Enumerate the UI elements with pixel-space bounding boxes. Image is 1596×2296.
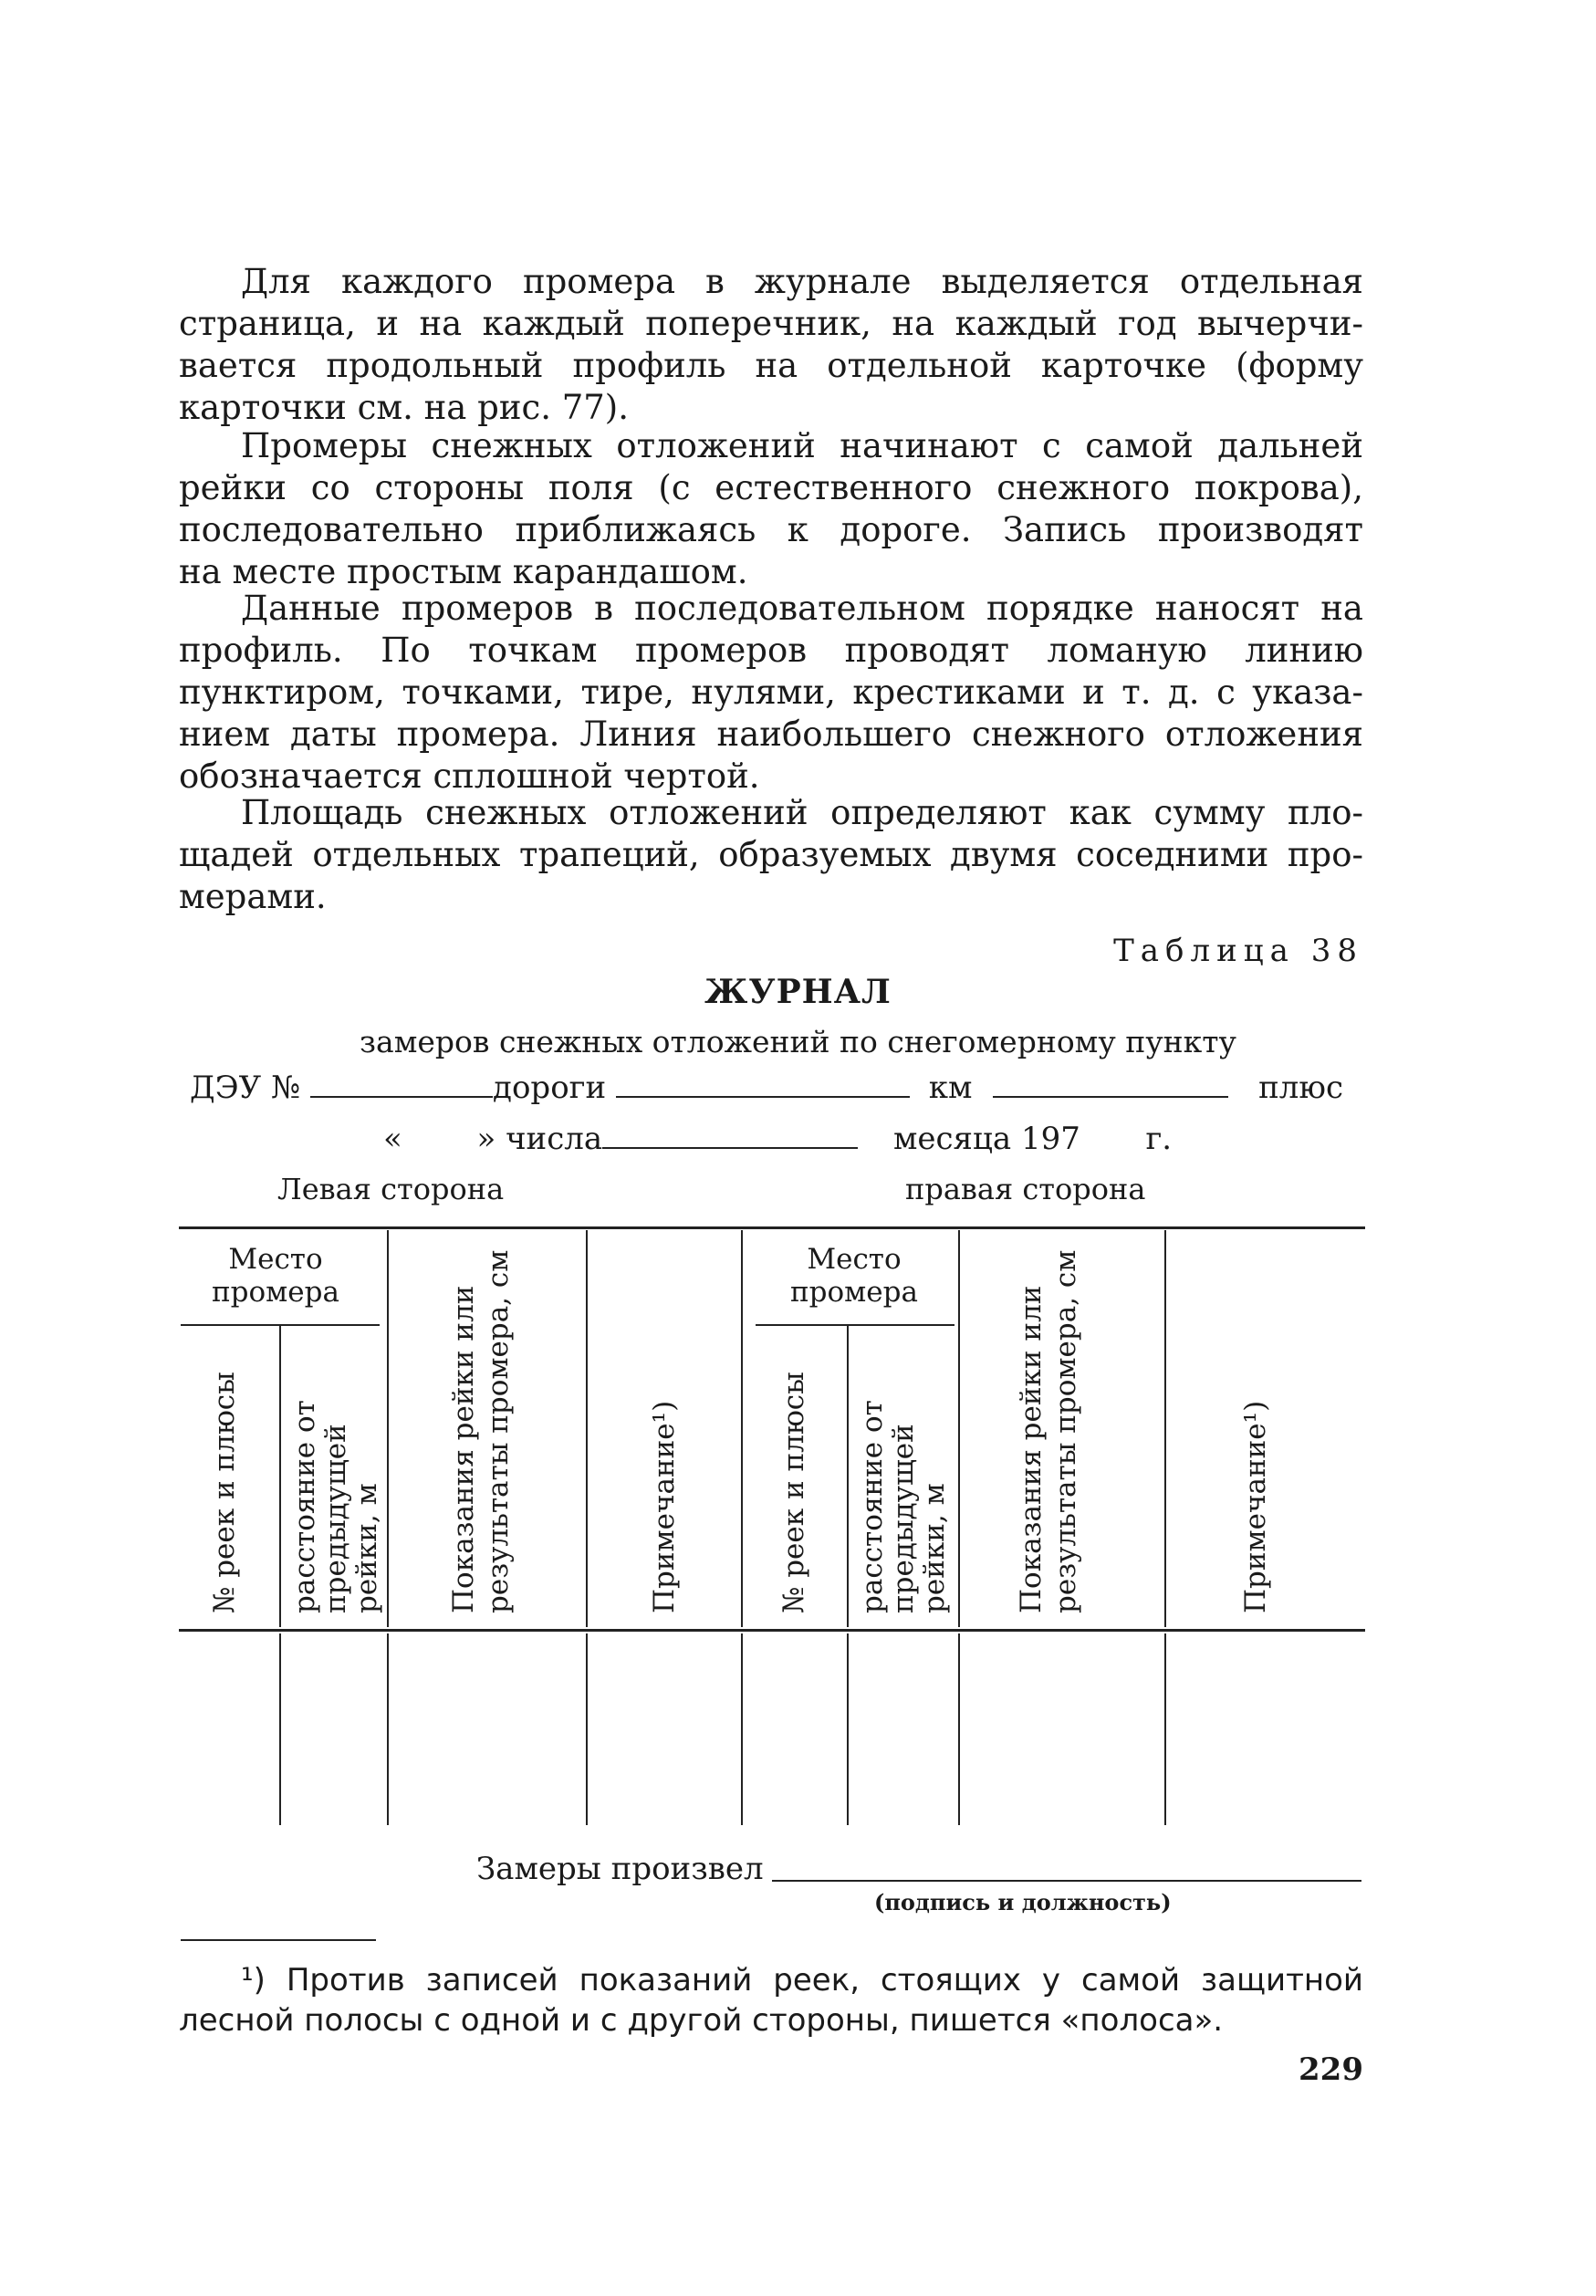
plus-label: плюс <box>1258 1070 1344 1106</box>
body-col-divider <box>847 1633 849 1825</box>
text-line: Данные промеров в последовательном порядке наносят на <box>241 589 1363 628</box>
body-col-divider <box>387 1633 389 1825</box>
left-col-readings-1: Показания рейки или <box>447 1285 480 1613</box>
journal-subtitle: замеров снежных отложений по снегомерному пункту <box>360 1024 1236 1059</box>
right-col-number: № реек и плюсы <box>777 1372 810 1613</box>
road-label: дороги <box>493 1070 607 1106</box>
day-number-field[interactable] <box>602 1122 858 1149</box>
journal-title: ЖУРНАЛ <box>704 973 892 1011</box>
paragraph-2 <box>179 425 1363 593</box>
col-divider <box>586 1230 588 1627</box>
year-field[interactable] <box>1090 1123 1136 1149</box>
page-number: 229 <box>1299 2051 1363 2088</box>
body-col-divider <box>741 1633 743 1825</box>
paragraph-4 <box>179 792 1363 918</box>
year-label: г. <box>1145 1121 1173 1157</box>
col-divider <box>279 1326 281 1627</box>
footnote <box>179 1960 1363 2040</box>
text-line: обозначается сплошной чертой. <box>179 757 760 796</box>
left-place-header: Место промера <box>212 1243 339 1309</box>
body-col-divider <box>1164 1633 1166 1825</box>
signature-label: Замеры произвел <box>476 1851 764 1887</box>
left-col-note: Примечание¹) <box>648 1400 681 1613</box>
footnote-rule <box>181 1939 376 1941</box>
day-field[interactable] <box>412 1123 467 1149</box>
col-divider <box>741 1230 743 1627</box>
body-col-divider <box>279 1633 281 1825</box>
signature-field[interactable] <box>772 1880 1361 1882</box>
day-label: числа <box>506 1121 603 1157</box>
text-line: карточки см. на рис. 77). <box>179 388 629 427</box>
left-col-distance-3: рейки, м <box>350 1483 383 1613</box>
col-divider <box>387 1230 389 1627</box>
col-divider <box>958 1230 960 1627</box>
right-col-readings-2: результаты промера, см <box>1049 1249 1082 1613</box>
text-line: последовательно приближаясь к дороге. Запись производят <box>179 510 1363 549</box>
paragraph-1 <box>179 261 1363 429</box>
text-line: пунктиром, точками, тире, нулями, крестиками и т. д. с указа- <box>179 673 1363 712</box>
place-header-rule-right <box>756 1324 954 1326</box>
text-line: Промеры снежных отложений начинают с самой дальней <box>241 426 1363 465</box>
text-line: страница, и на каждый поперечник, на каждый год вычерчи- <box>179 304 1363 343</box>
left-col-readings-2: результаты промера, см <box>482 1249 515 1613</box>
body-col-divider <box>958 1633 960 1825</box>
text-line: профиль. По точкам промеров проводят ломаную линию <box>179 631 1363 670</box>
month-label: месяца 197 <box>892 1121 1080 1157</box>
left-col-distance-2: предыдущей <box>319 1424 352 1613</box>
quote-close: » <box>476 1121 496 1157</box>
body-col-divider <box>586 1633 588 1825</box>
footnote-line: ¹) Против записей показаний реек, стоящих у самой защитной <box>241 1962 1363 1999</box>
text-line: щадей отдельных трапеций, образуемых двумя соседними про- <box>179 835 1363 874</box>
text-line: на месте простым карандашом. <box>179 552 748 591</box>
text-line: рейки со стороны поля (с естественного снежного покрова), <box>179 468 1363 507</box>
footnote-line: лесной полосы с одной и с другой стороны, пишется «полоса». <box>179 2002 1224 2039</box>
left-side-label: Левая сторона <box>277 1172 505 1206</box>
right-col-note: Примечание¹) <box>1239 1400 1272 1613</box>
text-line: нием даты промера. Линия наибольшего снежного отложения <box>179 715 1363 754</box>
signature-hint: (подпись и должность) <box>874 1889 1172 1915</box>
text-line: вается продольный профиль на отдельной карточке (форму <box>179 346 1363 385</box>
deu-label: ДЭУ № <box>190 1070 301 1106</box>
right-side-label: правая сторона <box>905 1172 1146 1206</box>
col-divider <box>1164 1230 1166 1627</box>
text-line: Для каждого промера в журнале выделяется отдельная <box>241 262 1363 301</box>
form-line-deu <box>190 1070 1343 1106</box>
left-col-number: № реек и плюсы <box>208 1372 241 1613</box>
km-field[interactable] <box>993 1070 1228 1098</box>
col-divider <box>847 1326 849 1627</box>
form-line-date <box>383 1121 1172 1157</box>
right-col-distance-2: предыдущей <box>887 1424 920 1613</box>
right-col-readings-1: Показания рейки или <box>1015 1285 1048 1613</box>
text-line: Площадь снежных отложений определяют как сумму пло- <box>241 793 1363 832</box>
quote-open: « <box>383 1121 402 1157</box>
deu-number-field[interactable] <box>310 1070 493 1098</box>
table-caption: Таблица 38 <box>1113 933 1363 969</box>
table-top-rule <box>179 1226 1365 1229</box>
road-field[interactable] <box>616 1070 910 1098</box>
paragraph-3 <box>179 588 1363 798</box>
right-col-distance-3: рейки, м <box>918 1483 951 1613</box>
right-col-distance-1: расстояние от <box>856 1400 889 1613</box>
right-place-header: Место промера <box>790 1243 918 1309</box>
left-col-distance-1: расстояние от <box>288 1400 321 1613</box>
text-line: мерами. <box>179 877 327 916</box>
table-header-bottom-rule <box>179 1629 1365 1632</box>
km-label: км <box>928 1070 973 1106</box>
